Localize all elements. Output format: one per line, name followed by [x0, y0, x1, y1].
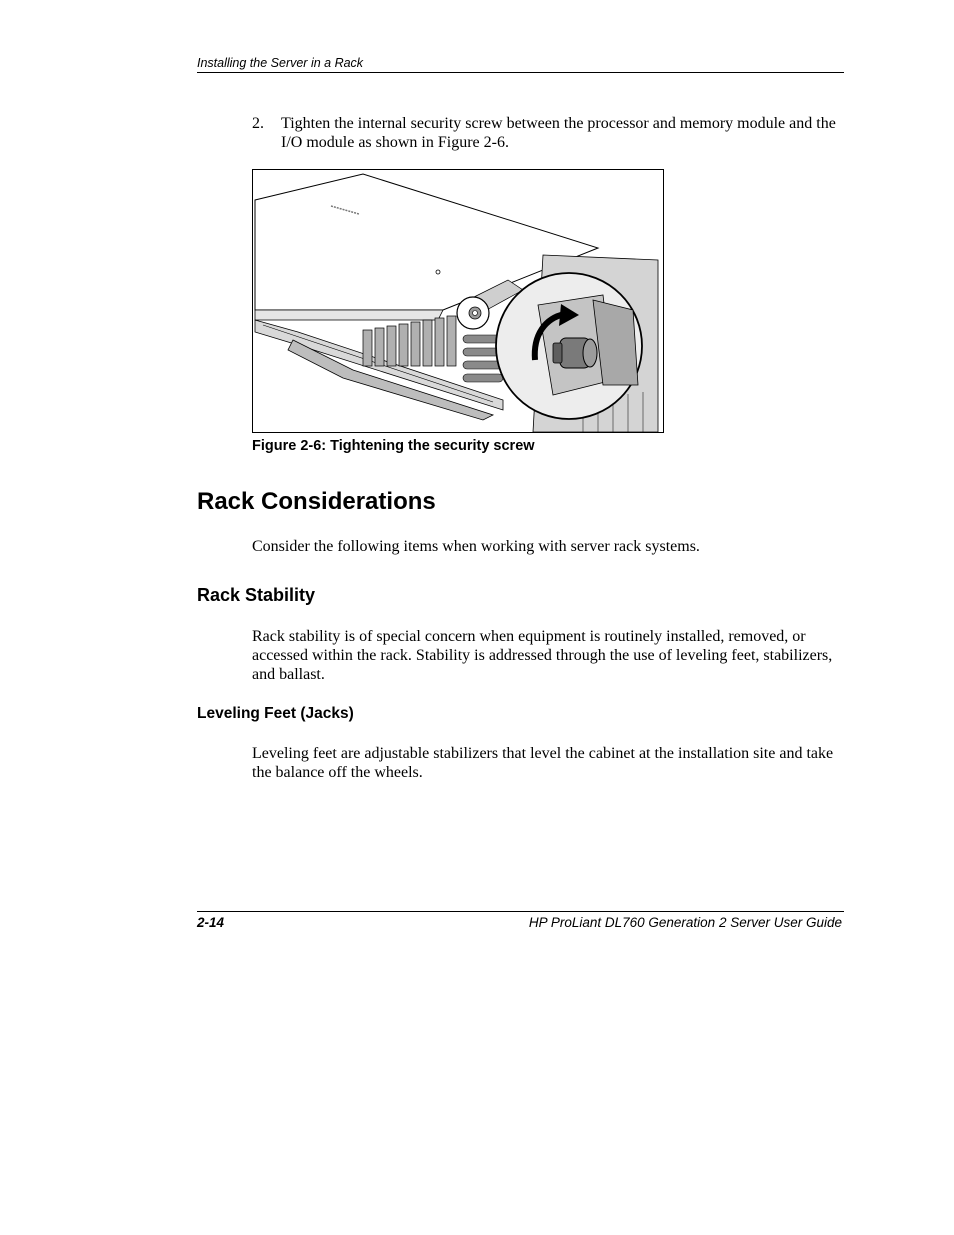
figure-caption: Figure 2-6: Tightening the security screw	[252, 438, 535, 454]
running-header: Installing the Server in a Rack	[197, 56, 844, 73]
page-number: 2-14	[197, 915, 225, 930]
page-footer	[197, 911, 844, 930]
section-intro-paragraph: Consider the following items when working with server rack systems.	[252, 538, 700, 555]
figure-security-screw-illustration	[252, 169, 664, 433]
section-heading-rack-considerations: Rack Considerations	[197, 488, 436, 515]
leveling-feet-paragraph: Leveling feet are adjustable stabilizers that level the cabinet at the installation site and take the balance off the wheels.	[252, 745, 834, 781]
step-number: 2.	[252, 115, 264, 132]
procedure-step-2	[252, 114, 844, 152]
step-text: Tighten the internal security screw between the processor and memory module and the I/O module as shown in Figure 2-6.	[281, 115, 836, 151]
guide-title: HP ProLiant DL760 Generation 2 Server User Guide	[528, 915, 842, 930]
subheading-rack-stability: Rack Stability	[197, 585, 316, 605]
rack-stability-paragraph: Rack stability is of special concern when equipment is routinely installed, removed, or accessed within the rack. Stability is addressed through the use of leveling feet, stabilizers, and ballast.	[252, 628, 833, 683]
subheading-leveling-feet: Leveling Feet (Jacks)	[197, 705, 354, 722]
